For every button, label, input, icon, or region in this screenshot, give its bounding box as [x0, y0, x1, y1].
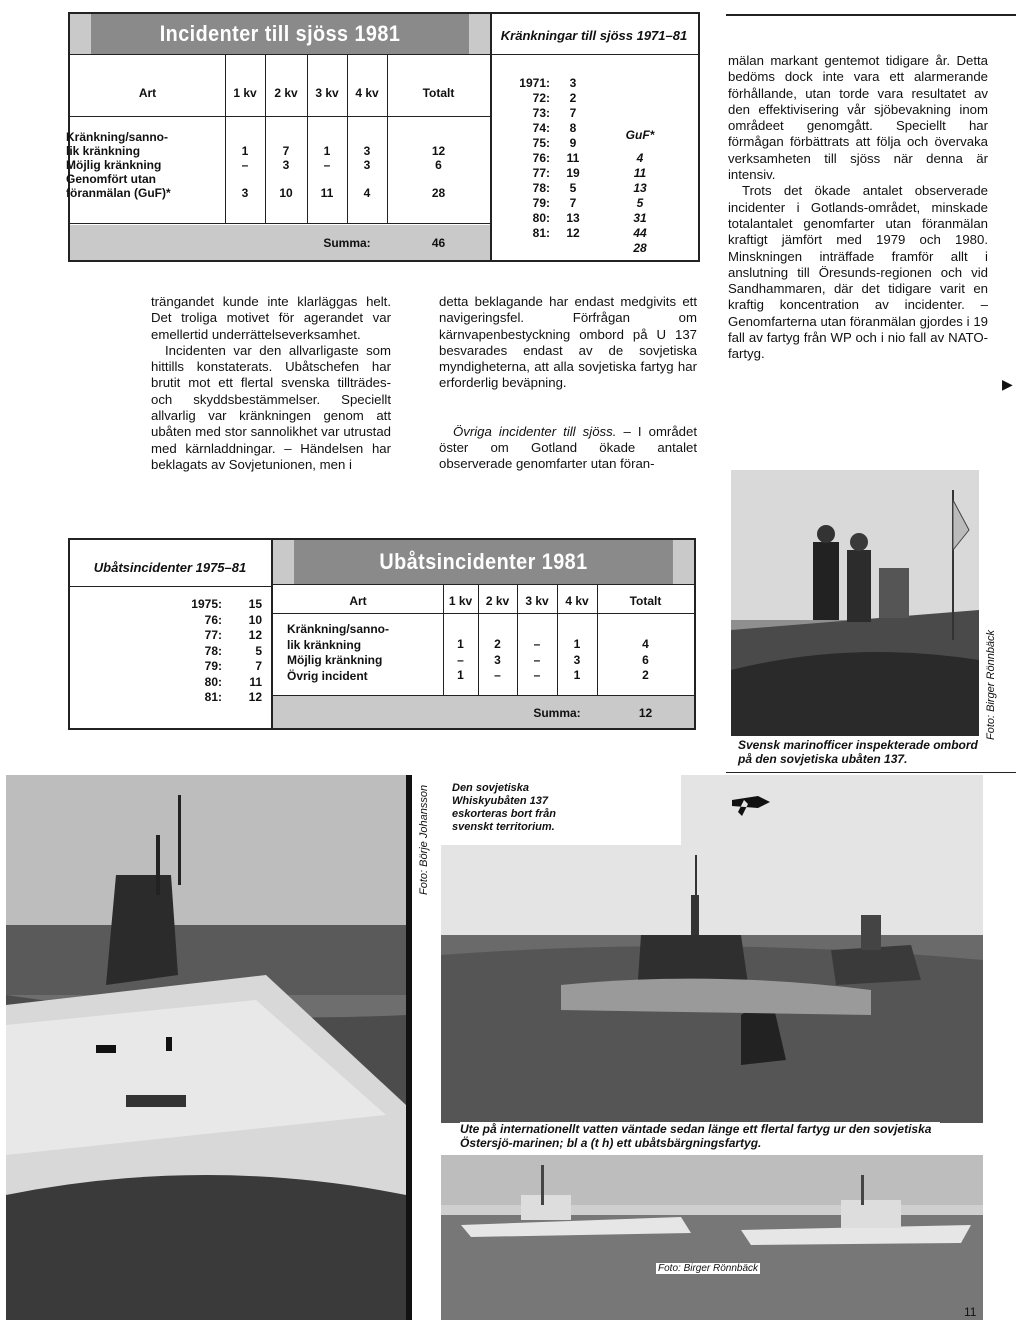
submarine-incidents-1975-81-box	[68, 538, 273, 730]
cell-value: 1 – 11	[320, 144, 334, 200]
year-list: 1971: 72: 73: 74: 75: 76: 77: 78: 79: 80: 81:	[519, 76, 550, 240]
col-header-q2: 2 kv	[274, 86, 298, 100]
col-header-q4: 4 kv	[565, 594, 589, 608]
summa-value: 46	[431, 236, 446, 250]
summa-label: Summa:	[323, 236, 371, 250]
photo-caption: Den sovjetiska Whiskyubåten 137 eskorteras bort från svenskt territorium.	[452, 782, 556, 833]
side-table-title: Ubåtsincidenter 1975–81	[93, 560, 247, 575]
guf-list: 4 11 13 5 31 44 28	[633, 151, 647, 255]
count-list: 3 2 7 8 9 11 19 5 7 13 12	[566, 76, 580, 240]
col-header-art: Art	[349, 594, 367, 608]
incidents-table-1981	[68, 12, 492, 262]
row-label: Kränkning/sanno- lik kränkning Möjlig kränkning Övrig incident	[287, 622, 390, 683]
col-header-q1: 1 kv	[233, 86, 257, 100]
table-title: Incidenter till sjöss 1981	[91, 14, 469, 54]
cell-value: 1 – 1	[457, 637, 464, 682]
cell-value: 1 3 1	[573, 637, 581, 682]
col-header-art: Art	[138, 86, 157, 100]
cell-value: 1 – 3	[241, 144, 249, 200]
table-title: Ubåtsincidenter 1981	[294, 540, 673, 584]
cell-value: 7 3 10	[279, 144, 293, 200]
submarine-incidents-table-1981	[271, 538, 696, 730]
col-header-q1: 1 kv	[448, 594, 473, 608]
violations-1971-81-box	[490, 12, 700, 262]
col-header-total: Totalt	[422, 86, 455, 100]
cell-value: 2 3 –	[494, 637, 501, 682]
count-list: 15 10 12 5 7 11 12	[248, 597, 262, 704]
article-column-3: mälan markant gentemot tidigare år. Detta bedöms dock inte vara ett alarmerande förhållande, utan torde vara resultatet av den effektivisering vår sjöbevakning inom områdeet genomgått. Speciellt har förmågan förbättrats att följa och övervaka verksamheten till sjöss när denna är intensiv. Trots det ökade antalet observerade incidenter i Gotlands-området, minskade totalantalet genomfarter utan föranmälan kraftigt jämfört med 1979 och 1980. Minskningen inträffade framför allt i anslutning till Öresunds-regionen och vid Sandhammaren, där det tidigare varit en kraftig koncentration av incidenter. – Genomfarterna utan föranmälan gjordes i 19 fall av fartyg från WP och i nio fall av NATO-fartyg.	[728, 53, 988, 362]
side-table-title: Kränkningar till sjöss 1971–81	[500, 28, 688, 43]
cell-value: 4 6 2	[642, 637, 649, 682]
submarine-bow-photo	[6, 775, 406, 1320]
year-list: 1975: 76: 77: 78: 79: 80: 81:	[191, 597, 222, 704]
photo-credit: Foto: Börje Johansson	[418, 784, 430, 895]
subheading: Övriga incidenter till sjöss.	[453, 423, 617, 439]
cell-value: 12 6 28	[431, 144, 446, 200]
article-column-2: detta beklagande har endast medgivits ett navigeringsfel. Förfrågan om kärnvapenbestyckning ombord på U 137 besvarades endast av de sovjetiska myndigheterna, att alla sovjetiska fartyg har erforderlig beväpning. Övriga incidenter till sjöss. – I området öster om Gotland ökade antalet observerade genomfarter utan föran-	[439, 294, 697, 472]
cell-value: – – –	[533, 637, 541, 682]
submarine-deck-photo	[731, 470, 979, 736]
aircraft-silhouette-icon	[728, 788, 772, 823]
continue-arrow-icon: ▶	[1002, 376, 1013, 392]
summa-label: Summa:	[533, 706, 581, 720]
col-header-q4: 4 kv	[355, 86, 379, 100]
photo-caption: Ute på internationellt vatten väntade sedan länge ett flertal fartyg ur den sovjetiska Östersjö-marinen; bl a (t h) ett ubåtsbärgningsfartyg.	[460, 1122, 940, 1150]
photo-caption: Svensk marinofficer inspekterade ombord på den sovjetiska ubåten 137.	[738, 738, 978, 766]
col-header-q3: 3 kv	[525, 594, 549, 608]
soviet-ships-photo	[441, 1155, 983, 1320]
photo-soviet-ships	[441, 1155, 983, 1320]
col-header-total: Totalt	[629, 594, 662, 608]
photo-credit: Foto: Birger Rönnbäck	[658, 1263, 759, 1274]
row-label: Kränkning/sanno- lik kränkning Möjlig kränkning Genomfört utan föranmälan (GuF)*	[66, 130, 171, 200]
summa-value: 12	[638, 706, 653, 720]
photo-credit: Foto: Birger Rönnbäck	[985, 629, 997, 740]
page-number: 11	[964, 1305, 977, 1319]
guf-header: GuF*	[625, 128, 655, 142]
col-header-q2: 2 kv	[485, 594, 510, 608]
cell-value: 3 3 4	[363, 144, 371, 200]
photo-submarine-bow	[6, 775, 406, 1320]
photo-officers-on-submarine	[731, 470, 979, 736]
article-column-1: trängandet kunde inte klarläggas helt. Det troliga motivet för agerandet var emellertid underrättelseverksamhet. Incidenten var den allvarligaste som hittills konstaterats. Ubåtschefen har brutit mot ett flertal svenska tillträdes- och skyddsbestämmelser. Speciellt allvarlig var kränkningen genom att ubåten med stor sannolikhet var utrustad med kärnladdningar. – Händelsen har beklagats av Sovjetunionen, men i	[151, 294, 391, 472]
col-header-q3: 3 kv	[315, 86, 339, 100]
